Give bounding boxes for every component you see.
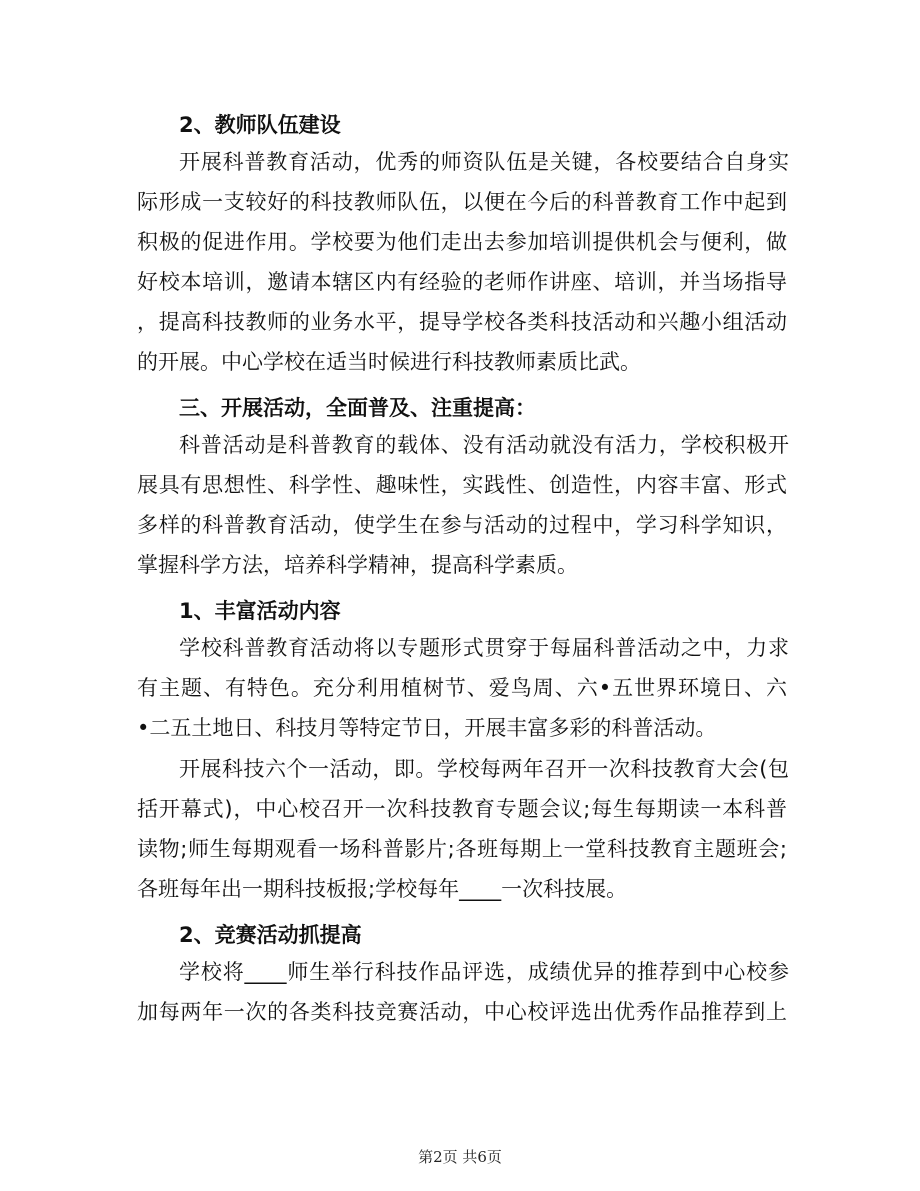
section-heading-activities: 三、开展活动，全面普及、注重提高： xyxy=(179,396,536,420)
paragraph-line: 掌握科学方法，培养科学精神，提高科学素质。 xyxy=(137,553,578,577)
paragraph-line: 开展科普教育活动，优秀的师资队伍是关键，各校要结合自身实 xyxy=(179,150,789,174)
paragraph-line: 好校本培训，邀请本辖区内有经验的老师作讲座、培训，并当场指导 xyxy=(137,270,787,294)
paragraph-line: 有主题、有特色。充分利用植树节、爱鸟周、六•五世界环境日、六 xyxy=(137,676,787,700)
paragraph-line: 各班每年出一期科技板报;学校每年____一次科技展。 xyxy=(137,877,628,901)
paragraph-line: 展具有思想性、科学性、趣味性，实践性、创造性，内容丰富、形式 xyxy=(137,473,787,497)
paragraph-line: ，提高科技教师的业务水平，提导学校各类科技活动和兴趣小组活动 xyxy=(137,310,787,334)
paragraph-line: 读物;师生每期观看一场科普影片;各班每期上一堂科技教育主题班会; xyxy=(137,837,787,861)
section-heading-competition: 2、竞赛活动抓提高 xyxy=(179,923,362,947)
section-heading-teacher-team: 2、教师队伍建设 xyxy=(179,113,341,137)
paragraph-line: 际形成一支较好的科技教师队伍，以便在今后的科普教育工作中起到 xyxy=(137,190,787,214)
section-heading-enrich-content: 1、丰富活动内容 xyxy=(179,599,341,623)
paragraph-line: 开展科技六个一活动，即。学校每两年召开一次科技教育大会(包 xyxy=(179,757,789,781)
paragraph-line: 括开幕式)，中心校召开一次科技教育专题会议;每生每期读一本科普 xyxy=(137,797,787,821)
paragraph-line: 的开展。中心学校在适当时候进行科技教师素质比武。 xyxy=(137,350,641,374)
paragraph-line: •二五土地日、科技月等特定节日，开展丰富多彩的科普活动。 xyxy=(137,716,717,740)
page-number-footer: 第2页 共6页 xyxy=(418,1148,502,1166)
paragraph-line: 学校将____师生举行科技作品评选，成绩优异的推荐到中心校参 xyxy=(179,960,789,984)
paragraph-line: 积极的促进作用。学校要为他们走出去参加培训提供机会与便利，做 xyxy=(137,230,787,254)
paragraph-line: 科普活动是科普教育的载体、没有活动就没有活力，学校积极开 xyxy=(179,433,789,457)
paragraph-line: 加每两年一次的各类科技竞赛活动，中心校评选出优秀作品推荐到上 xyxy=(137,1000,787,1024)
paragraph-line: 多样的科普教育活动，使学生在参与活动的过程中，学习科学知识， xyxy=(137,513,787,537)
paragraph-line: 学校科普教育活动将以专题形式贯穿于每届科普活动之中，力求 xyxy=(179,636,789,660)
